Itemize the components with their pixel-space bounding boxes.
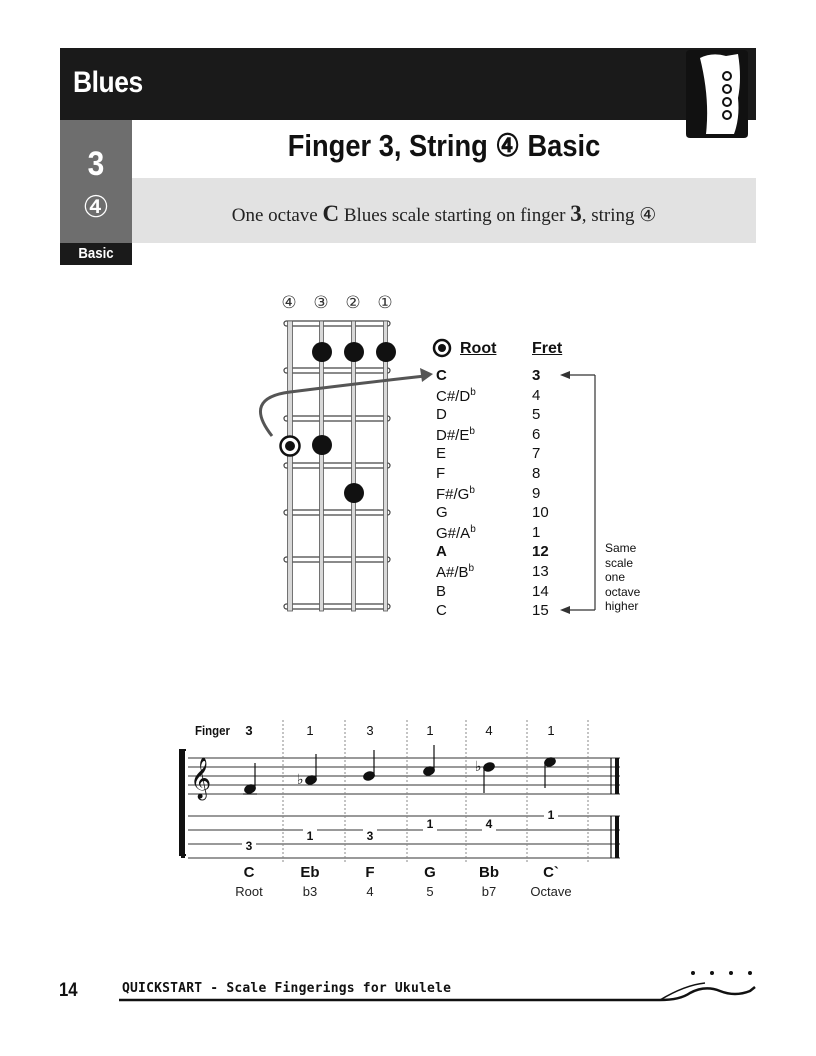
finger-label: Finger	[195, 723, 230, 738]
note-name: C	[436, 367, 447, 384]
scale-degree: Root	[235, 884, 263, 899]
tab-number: 1	[423, 817, 437, 831]
finger-number: 1	[306, 723, 314, 738]
table-note	[436, 583, 446, 600]
fret-header: Fret	[532, 340, 563, 357]
note-name: F#/G	[436, 485, 470, 503]
page-number: 14	[59, 980, 78, 1001]
fret-lines	[284, 321, 390, 609]
table-fret: 15	[532, 602, 549, 620]
octave-bracket	[566, 375, 595, 610]
note-name: E	[436, 445, 447, 463]
octave-annotation: Same scale one octave higher	[605, 541, 641, 613]
note-letter: Bb	[479, 864, 499, 881]
side-tab-string: ④	[82, 191, 110, 224]
note-name: A	[436, 543, 447, 561]
note-letter: C	[243, 864, 255, 881]
page-heading: Finger 3, String ④ Basic	[287, 128, 601, 163]
table-note	[436, 504, 448, 521]
treble-clef-icon: 𝄞	[190, 758, 212, 799]
table-fret: 10	[532, 504, 549, 522]
subtitle-key: C	[322, 201, 340, 226]
accidental: b	[469, 484, 475, 496]
octave-arrow-bottom	[560, 606, 570, 614]
tab-number: 4	[482, 817, 496, 831]
note-name: G#/A	[436, 524, 471, 542]
title-bar	[60, 48, 756, 120]
table-note	[436, 387, 476, 405]
root-arrow	[260, 376, 425, 436]
root-header: Root	[460, 340, 497, 357]
note-name: G	[436, 504, 448, 522]
finger-number: 1	[547, 723, 555, 738]
tab-number: 1	[303, 829, 317, 843]
root-arrow-head	[420, 368, 433, 382]
accidental: b	[470, 523, 476, 535]
accidental: b	[468, 563, 475, 574]
subtitle-pre: One octave	[231, 205, 323, 226]
scale-degree: 4	[366, 884, 374, 899]
scale-degree: 5	[426, 884, 434, 899]
root-legend-icon	[434, 340, 450, 356]
note-name: F	[436, 465, 446, 482]
scale-degree: b7	[481, 884, 497, 899]
table-fret: 12	[532, 543, 549, 561]
string-label-3: ③	[313, 293, 329, 312]
scale-degree: b3	[302, 884, 318, 899]
note-name: B	[436, 582, 447, 600]
root-dot	[281, 437, 300, 456]
subtitle-finger: 3	[570, 201, 582, 226]
string-label-4: ④	[281, 293, 297, 312]
ukulele-headstock-icon	[682, 48, 752, 140]
table-note	[436, 524, 476, 542]
footer-ukulele-line	[115, 965, 760, 1010]
table-fret: 6	[532, 425, 541, 443]
section-title: Blues	[73, 66, 143, 99]
note-name: A#/B	[436, 564, 469, 581]
table-note	[436, 367, 447, 384]
table-fret: 3	[532, 367, 541, 384]
note-name: C	[436, 602, 447, 620]
note-name: D#/E	[436, 426, 470, 444]
final-barline	[611, 758, 617, 858]
table-fret: 14	[532, 582, 549, 600]
table-note	[436, 602, 447, 619]
flat-icon: ♭	[475, 759, 482, 775]
note-letter: Eb	[300, 864, 320, 881]
tab-number: 1	[544, 808, 558, 822]
footer-title: QUICKSTART - Scale Fingerings for Ukulele	[122, 981, 452, 996]
finger-number: 3	[366, 723, 374, 738]
subtitle-mid: Blues scale starting on finger	[339, 205, 571, 226]
scale-degree: Octave	[530, 884, 572, 899]
tab-number: 3	[242, 839, 256, 853]
octave-arrow-top	[560, 371, 570, 379]
table-note	[436, 485, 475, 503]
beat-dividers	[283, 720, 588, 863]
finger-dot	[312, 435, 332, 455]
subtitle-post: , string ④	[581, 205, 657, 226]
table-fret: 5	[532, 406, 541, 424]
side-tab-level: Basic	[78, 245, 114, 262]
note-letter: F	[365, 864, 375, 881]
table-note	[436, 465, 445, 482]
tab-number: 3	[363, 829, 377, 843]
note-letter: G	[424, 864, 436, 881]
accidental: b	[469, 425, 475, 437]
string-label-1: ①	[377, 293, 393, 312]
finger-number: 4	[485, 723, 493, 738]
table-note	[436, 563, 474, 581]
fretboard-diagram	[250, 310, 660, 630]
table-note	[436, 426, 475, 444]
table-fret: 1	[532, 523, 541, 541]
finger-dot	[344, 483, 364, 503]
finger-dot	[344, 342, 364, 362]
string-label-2: ②	[345, 293, 361, 312]
finger-number: 1	[426, 723, 434, 738]
finger-dot	[376, 342, 396, 362]
table-fret: 9	[532, 484, 541, 502]
table-fret: 8	[532, 465, 541, 482]
subtitle	[132, 201, 756, 227]
note-name: D	[436, 406, 447, 424]
accidental: b	[470, 386, 476, 398]
note-letter: C`	[543, 864, 559, 881]
side-tab-finger: 3	[87, 145, 105, 183]
note-name: C#/D	[436, 387, 471, 405]
table-fret: 7	[532, 445, 541, 463]
table-fret: 13	[532, 563, 549, 580]
table-note	[436, 543, 447, 560]
table-note	[436, 445, 446, 462]
table-fret: 4	[532, 386, 541, 404]
finger-number: 3	[245, 723, 253, 738]
flat-icon: ♭	[297, 772, 304, 788]
table-note	[436, 406, 447, 423]
finger-dot	[312, 342, 332, 362]
